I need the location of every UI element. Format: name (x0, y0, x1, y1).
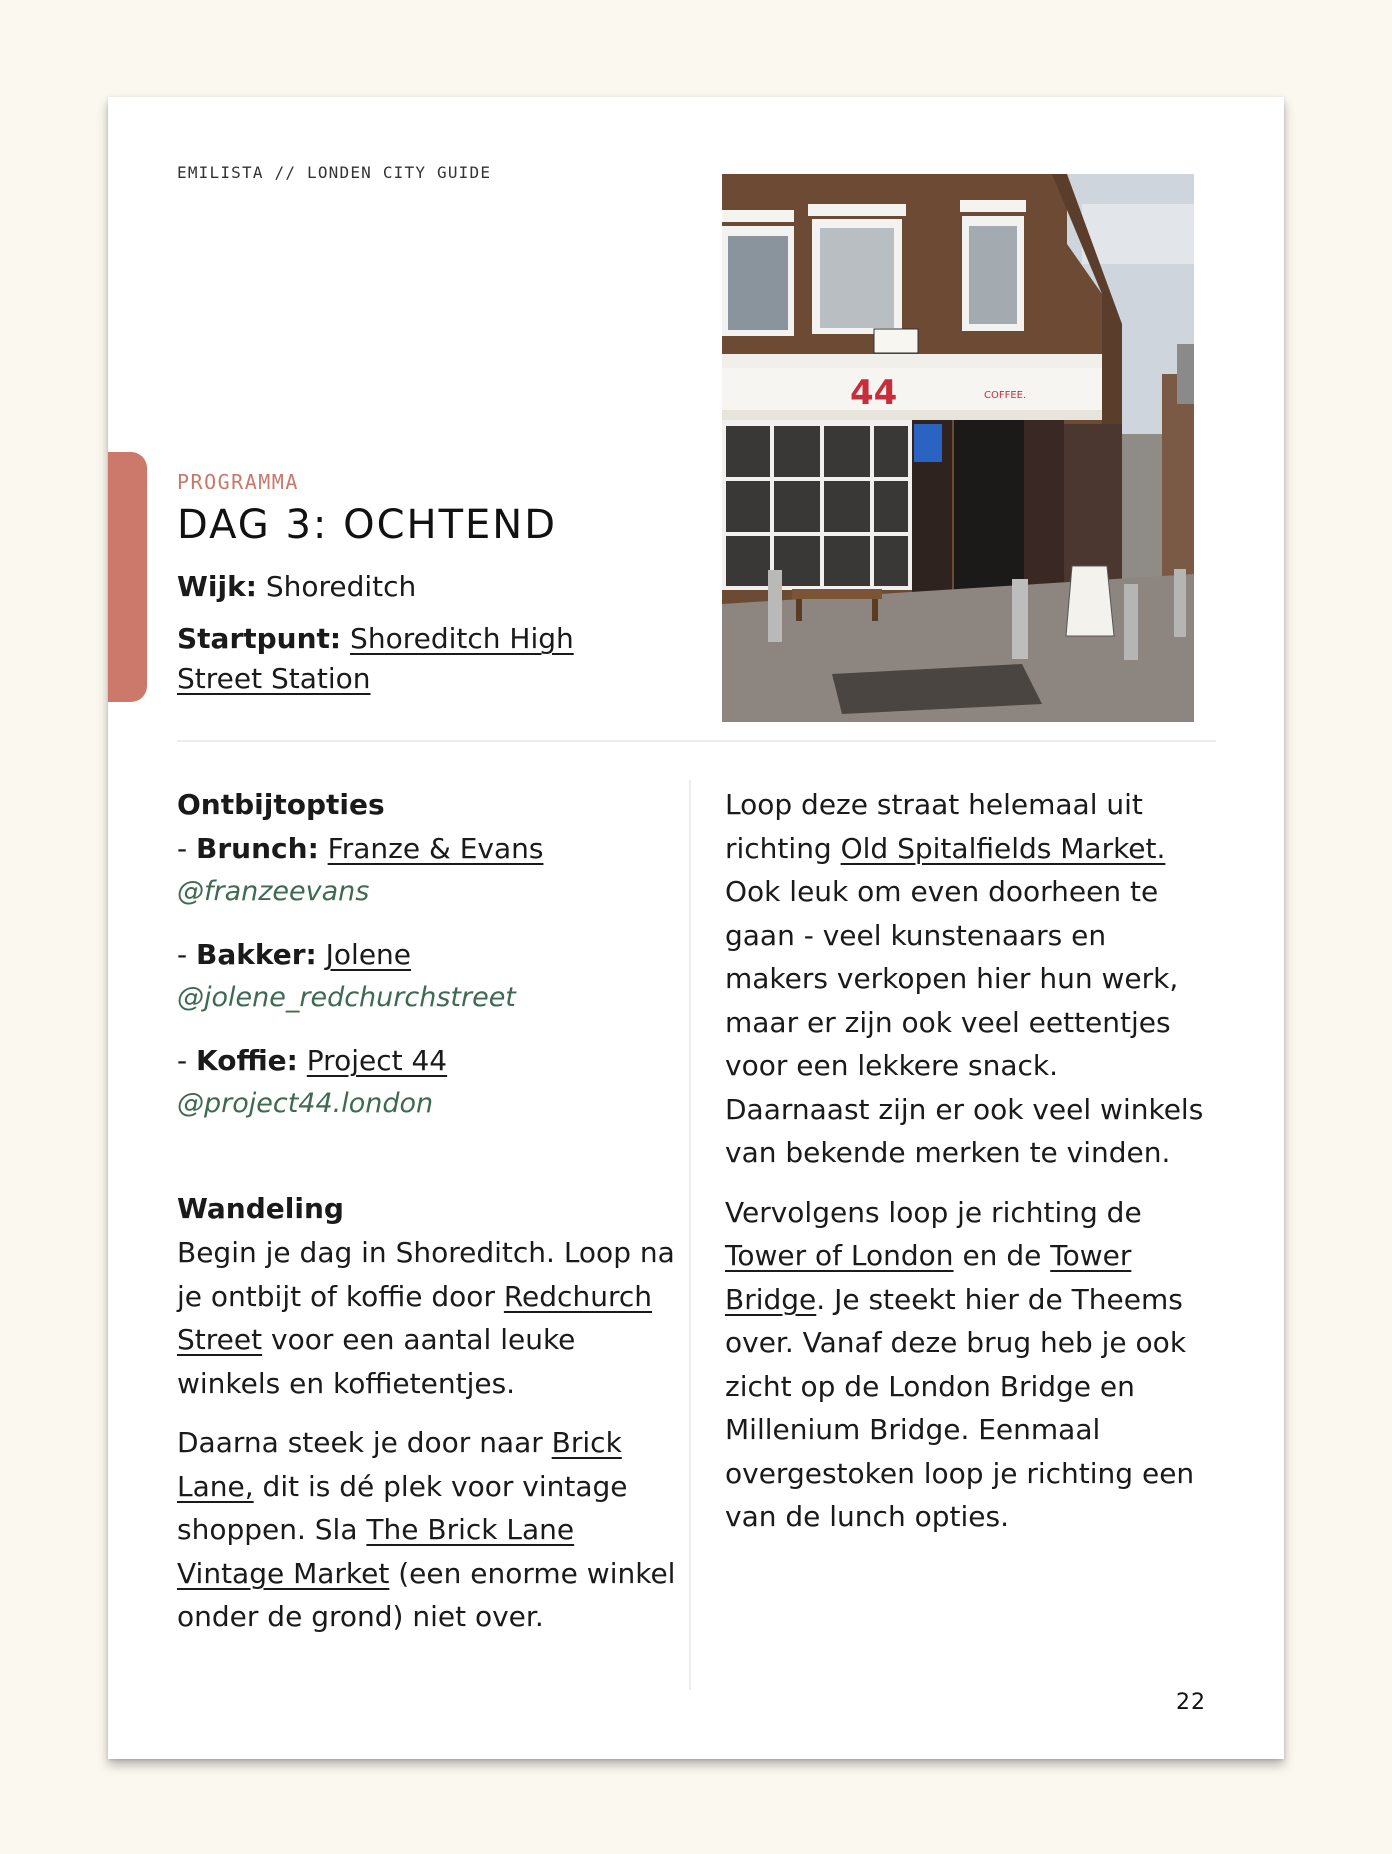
text: Loop deze straat helemaal uit richting (725, 788, 1143, 865)
text: . Je steekt hier de Theems over. Vanaf deze brug heb je ook zicht op de London Bridge en Millenium Bridge. Eenmaal overgestoken loop je richting een van de lunch opties. (725, 1282, 1195, 1533)
accent-tab (108, 452, 147, 702)
section-divider (177, 740, 1216, 742)
walk-paragraph-4 (725, 1191, 1205, 1539)
right-column (725, 783, 1205, 1555)
instagram-handle: @project44.london (177, 1088, 434, 1119)
coffee-link[interactable]: Project 44 (306, 1044, 448, 1077)
text: Daarna steek je door naar (177, 1426, 552, 1459)
walk-paragraph-3 (725, 783, 1205, 1175)
walk-heading: Wandeling (177, 1192, 344, 1225)
item-label: Brunch: (196, 832, 319, 865)
breakfast-item-coffee (177, 1039, 677, 1125)
guide-page (108, 97, 1284, 1759)
left-column (177, 783, 677, 1655)
text: en de (953, 1239, 1051, 1272)
start-point-line (177, 619, 637, 699)
brick-lane-link[interactable]: Brick Lane, (177, 1426, 622, 1503)
item-dash: - (177, 832, 197, 865)
instagram-handle: @franzeevans (177, 876, 370, 907)
district-label: Wijk: (177, 570, 257, 603)
start-point-link[interactable]: Shoreditch High Street Station (177, 622, 574, 695)
tower-of-london-link[interactable]: Tower of London (725, 1239, 954, 1272)
bakery-link[interactable]: Jolene (325, 938, 412, 971)
breakfast-heading: Ontbijtopties (177, 788, 385, 821)
guide-name: LONDEN CITY GUIDE (307, 163, 492, 182)
cafe-photo (722, 174, 1194, 722)
text: (een enorme winkel onder de grond) niet over. (177, 1556, 676, 1633)
text: dit is dé plek voor vintage shoppen. Sla (177, 1469, 628, 1546)
district-value: Shoreditch (265, 570, 417, 603)
fascia-number: 44 (850, 373, 898, 413)
fascia-text: COFFEE. (984, 390, 1027, 401)
brand-name: EMILISTA (177, 163, 264, 182)
breakfast-item-brunch (177, 827, 677, 913)
text: voor een aantal leuke winkels en koffietentjes. (177, 1323, 576, 1400)
header-separator: // (263, 163, 308, 182)
start-point-label: Startpunt: (177, 622, 342, 655)
brunch-link[interactable]: Franze & Evans (327, 832, 544, 865)
item-label: Bakker: (196, 938, 317, 971)
item-dash: - (177, 938, 197, 971)
breakfast-item-bakery (177, 933, 677, 1019)
walk-paragraph-2 (177, 1421, 677, 1639)
vintage-market-link[interactable]: The Brick Lane Vintage Market (177, 1513, 575, 1590)
walk-paragraph-1 (177, 1231, 677, 1405)
tower-bridge-link[interactable]: Tower Bridge (725, 1239, 1132, 1316)
column-divider (689, 780, 691, 1690)
spitalfields-link[interactable]: Old Spitalfields Market. (840, 831, 1166, 865)
instagram-handle: @jolene_redchurchstreet (177, 982, 516, 1013)
text: Vervolgens loop je richting de (725, 1195, 1142, 1229)
text: Begin je dag in Shoreditch. Loop na je ontbijt of koffie door (177, 1236, 675, 1313)
page-title: DAG 3: OCHTEND (177, 502, 558, 548)
district-line (177, 567, 416, 607)
item-dash: - (177, 1044, 197, 1077)
section-kicker: PROGRAMMA (177, 470, 299, 494)
page-number: 22 (1176, 1690, 1206, 1715)
item-label: Koffie: (196, 1044, 298, 1077)
running-header (177, 163, 491, 182)
redchurch-street-link[interactable]: Redchurch Street (177, 1279, 652, 1356)
text: Ook leuk om even doorheen te gaan - veel kunstenaars en makers verkopen hier hun werk, maar er zijn ook veel eettentjes voor een lekkere snack. Daarnaast zijn er ook veel winkels van bekende merken te vinden. (725, 875, 1204, 1169)
